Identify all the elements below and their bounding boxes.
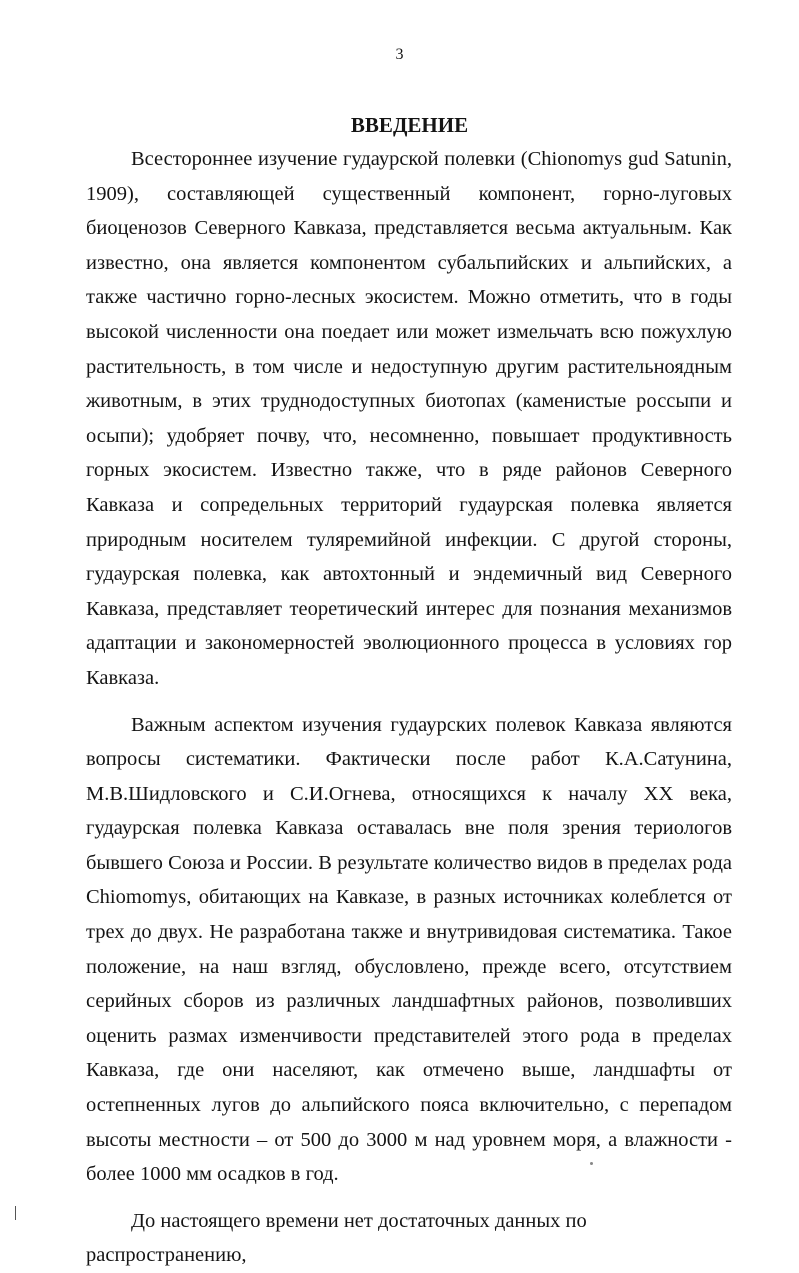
scan-speck: [590, 1162, 593, 1165]
paragraph-3: До настоящего времени нет достаточных данных по распространению,: [86, 1209, 587, 1267]
scan-margin-mark: [15, 1206, 16, 1220]
paragraph-2: Важным аспектом изучения гудаурских полевок Кавказа являются вопросы систематики. Фактически после работ К.А.Сатунина, М.В.Шидловского и С.И.Огнева, относящихся к началу XX века, гудаурская полевка Кавказа оставалась вне поля зрения териологов бывшего Союза и России. В результате количество видов в пределах рода Chiomomys, обитающих на Кавказе, в разных источниках колеблется от трех до двух. Не разработана также и внутривидовая систематика. Такое положение, на наш взгляд, обусловлено, прежде всего, отсутствием серийных сборов из различных ландшафтных районов, позволивших оценить размах изменчивости представителей этого рода в пределах Кавказа, где они населяют, как отмечено выше, ландшафты от остепненных лугов до альпийского пояса включительно, с перепадом высоты местности – от 500 до 3000 м над уровнем моря, а влажности - более 1000 мм осадков в год.: [86, 713, 732, 1186]
section-heading: ВВЕДЕНИЕ: [350, 113, 469, 137]
body-text: [86, 142, 732, 1273]
paragraph-1: Всестороннее изучение гудаурской полевки (Chionomys gud Satunin, 1909), составляющей существенный компонент, горно-луговых биоценозов Северного Кавказа, представляется весьма актуальным. Как известно, она является компонентом субальпийских и альпийских, а также частично горно-лесных экосистем. Можно отметить, что в годы высокой численности она поедает или может измельчать всю пожухлую растительность, в том числе и недоступную другим растительноядным животным, в этих труднодоступных биотопах (каменистые россыпи и осыпи); удобряет почву, что, несомненно, повышает продуктивность горных экосистем. Известно также, что в ряде районов Северного Кавказа и сопредельных территорий гудаурская полевка является природным носителем туляремийной инфекции. С другой стороны, гудаурская полевка, как автохтонный и эндемичный вид Северного Кавказа, представляет теоретический интерес для познания механизмов адаптации и закономерностей эволюционного процесса в условиях гор Кавказа.: [86, 148, 732, 689]
page-number: 3: [395, 46, 404, 63]
